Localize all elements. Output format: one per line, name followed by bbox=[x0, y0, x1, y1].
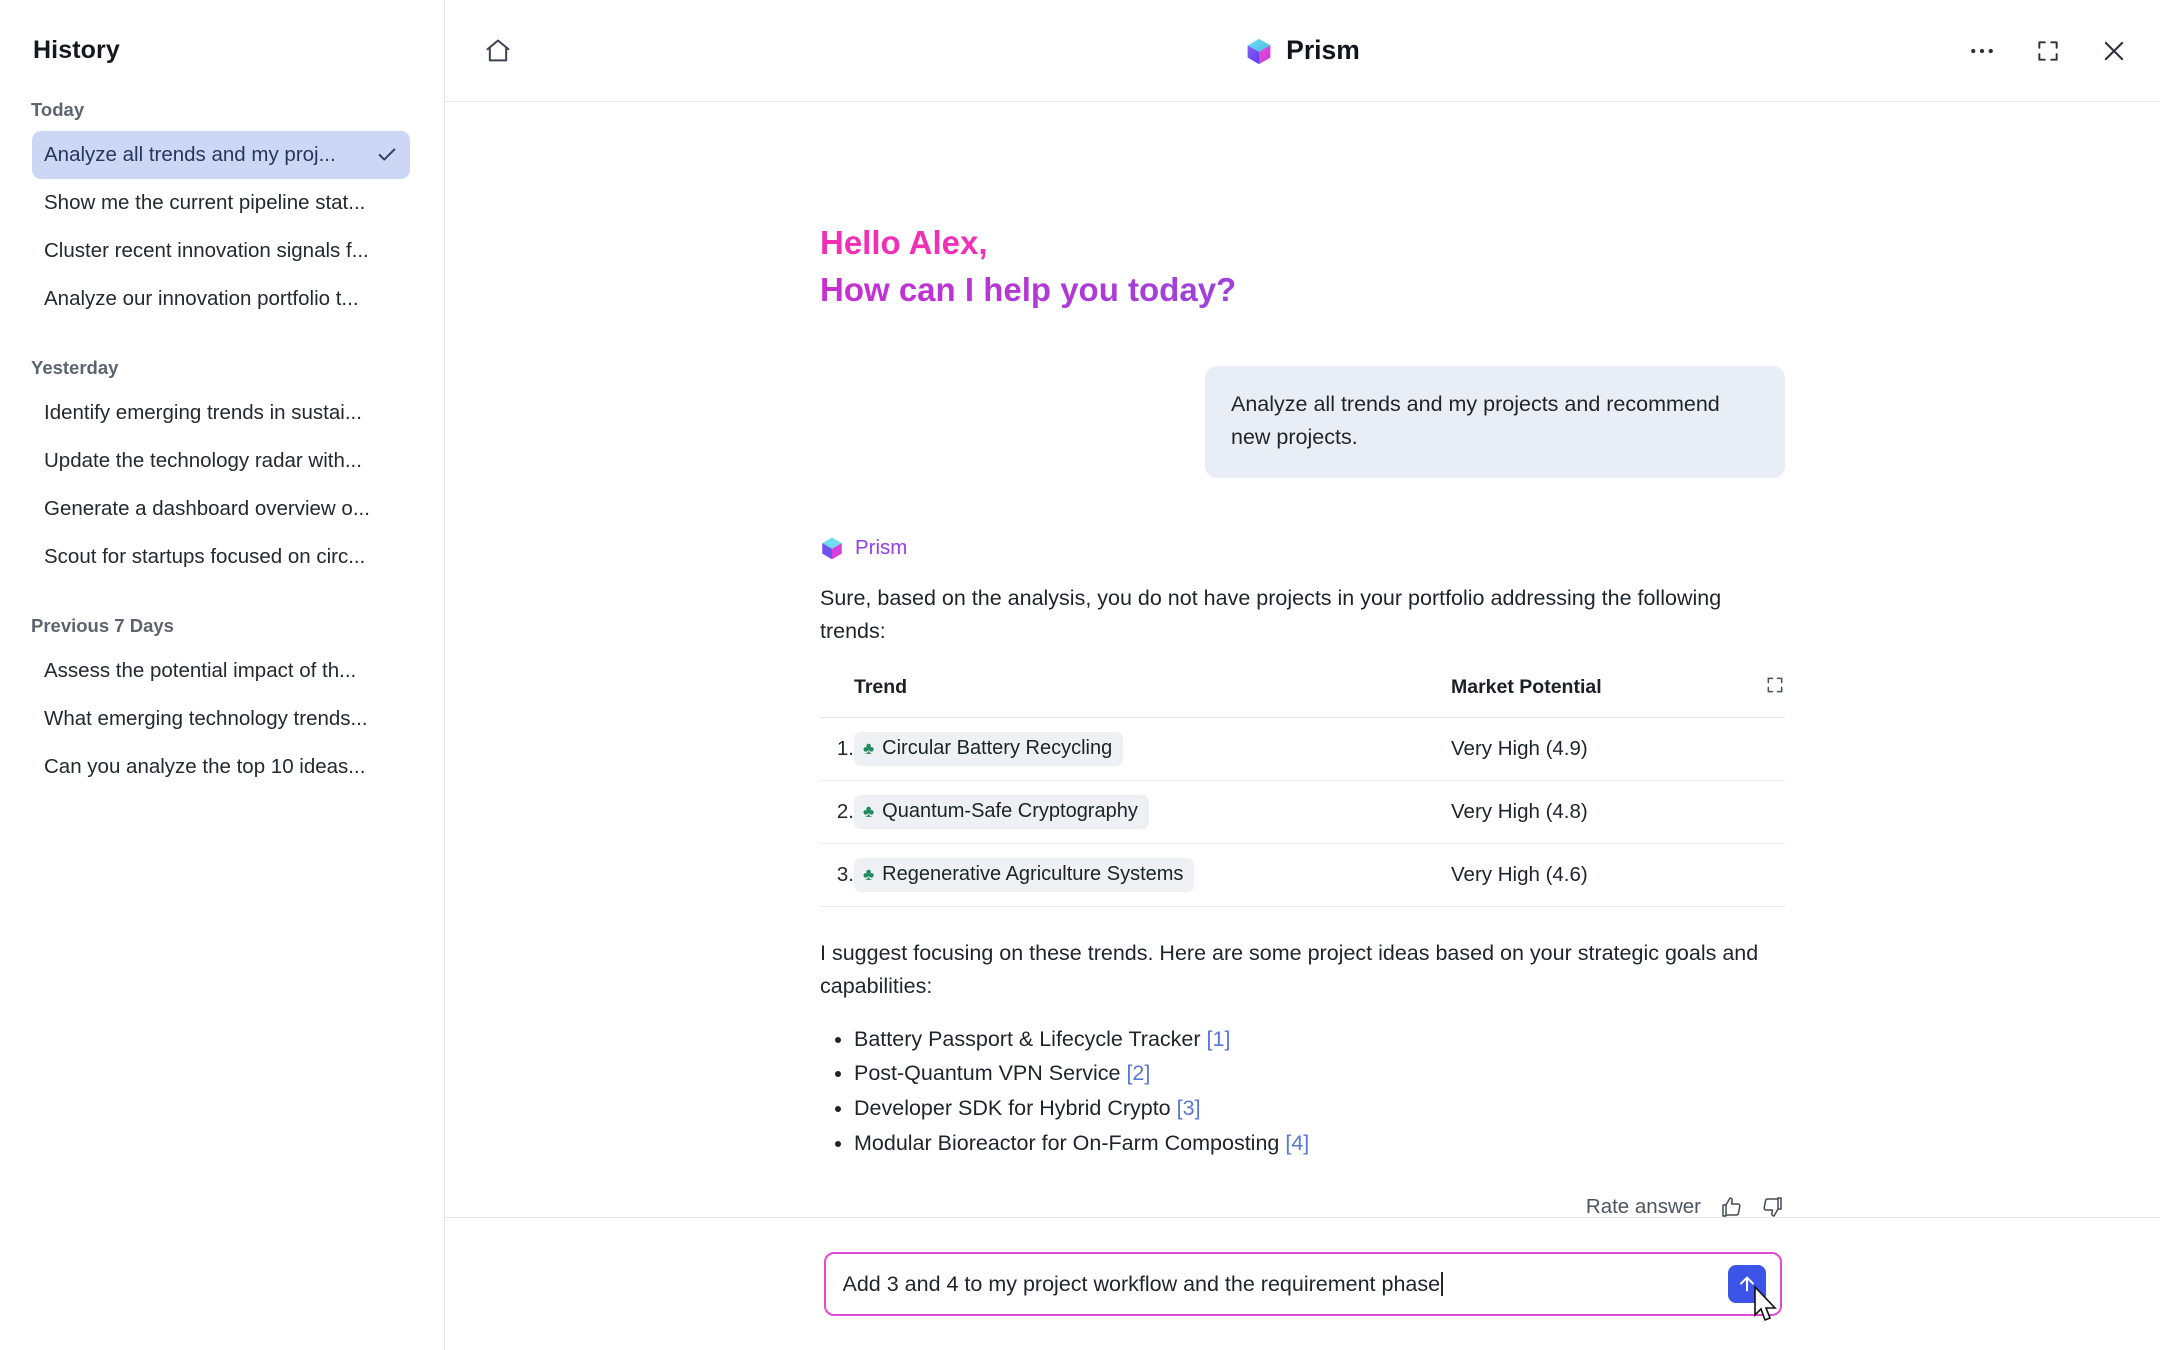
greeting-line-2: How can I help you today? bbox=[820, 267, 1785, 314]
sidebar-item-history-3[interactable] bbox=[32, 275, 410, 323]
list-item bbox=[854, 1056, 1785, 1091]
row-index: 1. bbox=[820, 717, 854, 780]
history-group-label-yesterday: Yesterday bbox=[31, 357, 119, 378]
row-spacer bbox=[1741, 843, 1785, 906]
row-index: 2. bbox=[820, 780, 854, 843]
tree-icon: ♣ bbox=[863, 801, 875, 821]
chat-panel bbox=[444, 0, 2160, 1350]
rate-answer-row bbox=[820, 1195, 1785, 1217]
row-market-potential: Very High (4.6) bbox=[1451, 843, 1741, 906]
history-item-label: Show me the current pipeline stat... bbox=[44, 191, 366, 214]
table-header-index bbox=[820, 675, 854, 718]
history-item-label: Can you analyze the top 10 ideas... bbox=[44, 755, 366, 778]
list-item bbox=[854, 1091, 1785, 1126]
table-row[interactable] bbox=[820, 717, 1785, 780]
trends-table bbox=[820, 675, 1785, 907]
sidebar-item-history-6[interactable] bbox=[32, 485, 410, 533]
row-index: 3. bbox=[820, 843, 854, 906]
row-trend bbox=[854, 717, 1451, 780]
idea-label: Modular Bioreactor for On-Farm Composting bbox=[854, 1131, 1280, 1156]
trend-label: Quantum-Safe Cryptography bbox=[882, 799, 1138, 822]
fullscreen-icon[interactable] bbox=[2030, 33, 2066, 69]
brand-title bbox=[445, 35, 2160, 66]
trend-chip[interactable] bbox=[854, 858, 1194, 892]
sidebar-item-history-0[interactable] bbox=[32, 131, 410, 179]
table-row[interactable] bbox=[820, 780, 1785, 843]
history-sidebar bbox=[0, 0, 444, 1350]
prism-logo-icon bbox=[1245, 37, 1273, 65]
assistant-intro-text: Sure, based on the analysis, you do not have projects in your portfolio addressing the following trends: bbox=[820, 585, 1722, 644]
history-item-label: Update the technology radar with... bbox=[44, 449, 362, 472]
sidebar-item-history-9[interactable] bbox=[32, 695, 410, 743]
row-spacer bbox=[1741, 780, 1785, 843]
reference-link[interactable]: [4] bbox=[1285, 1131, 1310, 1156]
reference-link[interactable]: [2] bbox=[1126, 1061, 1151, 1086]
sidebar-item-history-4[interactable] bbox=[32, 389, 410, 437]
prism-logo-icon bbox=[820, 536, 844, 560]
list-item bbox=[854, 1022, 1785, 1057]
project-ideas-list bbox=[820, 1022, 1785, 1161]
topbar-actions bbox=[1964, 33, 2132, 69]
idea-label: Battery Passport & Lifecycle Tracker bbox=[854, 1026, 1201, 1051]
brand-name: Prism bbox=[1286, 35, 1360, 65]
chat-topbar bbox=[445, 0, 2160, 102]
page-title: History bbox=[33, 36, 120, 64]
check-icon bbox=[376, 144, 398, 166]
sidebar-item-history-10[interactable] bbox=[32, 743, 410, 791]
history-item-label: Analyze our innovation portfolio t... bbox=[44, 287, 359, 310]
greeting bbox=[820, 220, 1785, 314]
assistant-header bbox=[820, 536, 1785, 560]
assistant-suggest-text: I suggest focusing on these trends. Here are some project ideas based on your strategic goals and capabilities: bbox=[820, 940, 1759, 999]
idea-label: Post-Quantum VPN Service bbox=[854, 1061, 1121, 1086]
history-group-label-previous-7-days: Previous 7 Days bbox=[31, 615, 174, 636]
trend-label: Circular Battery Recycling bbox=[882, 736, 1113, 759]
history-item-label: Assess the potential impact of th... bbox=[44, 659, 357, 682]
send-arrow-up-icon[interactable] bbox=[1728, 1265, 1766, 1303]
tree-icon: ♣ bbox=[863, 738, 875, 758]
user-message: Analyze all trends and my projects and recommend new projects. bbox=[1205, 366, 1785, 478]
row-market-potential: Very High (4.9) bbox=[1451, 717, 1741, 780]
home-icon[interactable] bbox=[475, 28, 521, 74]
reference-link[interactable]: [3] bbox=[1176, 1096, 1201, 1121]
thumbs-up-icon[interactable] bbox=[1719, 1195, 1743, 1217]
row-trend bbox=[854, 843, 1451, 906]
table-header-trend: Trend bbox=[854, 675, 1451, 718]
composer-area bbox=[445, 1217, 2160, 1350]
history-item-label: Analyze all trends and my proj... bbox=[44, 143, 336, 166]
more-options-icon[interactable] bbox=[1964, 33, 2000, 69]
close-icon[interactable] bbox=[2096, 33, 2132, 69]
sidebar-item-history-7[interactable] bbox=[32, 533, 410, 581]
trend-chip[interactable] bbox=[854, 732, 1123, 766]
table-header-row bbox=[820, 675, 1785, 718]
history-item-label: Scout for startups focused on circ... bbox=[44, 545, 366, 568]
history-item-label: Generate a dashboard overview o... bbox=[44, 497, 370, 520]
sidebar-item-history-1[interactable] bbox=[32, 179, 410, 227]
idea-label: Developer SDK for Hybrid Crypto bbox=[854, 1096, 1171, 1121]
row-market-potential: Very High (4.8) bbox=[1451, 780, 1741, 843]
chat-input[interactable] bbox=[824, 1252, 1782, 1316]
trend-label: Regenerative Agriculture Systems bbox=[882, 862, 1184, 885]
row-trend bbox=[854, 780, 1451, 843]
assistant-name: Prism bbox=[855, 535, 908, 559]
history-group-label-today: Today bbox=[31, 99, 85, 120]
chat-input-value: Add 3 and 4 to my project workflow and the requirement phase bbox=[842, 1271, 1441, 1296]
history-item-label: What emerging technology trends... bbox=[44, 707, 368, 730]
thumbs-down-icon[interactable] bbox=[1761, 1195, 1785, 1217]
trend-chip[interactable] bbox=[854, 795, 1149, 829]
sidebar-item-history-5[interactable] bbox=[32, 437, 410, 485]
conversation bbox=[820, 102, 1785, 1217]
conversation-scroll[interactable] bbox=[445, 102, 2160, 1217]
user-message-row bbox=[820, 366, 1785, 478]
reference-link[interactable]: [1] bbox=[1206, 1026, 1231, 1051]
greeting-line-1: Hello Alex, bbox=[820, 220, 1785, 267]
table-header-market-potential: Market Potential bbox=[1451, 675, 1741, 718]
table-row[interactable] bbox=[820, 843, 1785, 906]
sidebar-item-history-8[interactable] bbox=[32, 647, 410, 695]
text-caret bbox=[1441, 1272, 1443, 1296]
row-spacer bbox=[1741, 717, 1785, 780]
sidebar-item-history-2[interactable] bbox=[32, 227, 410, 275]
list-item bbox=[854, 1126, 1785, 1161]
rate-answer-label: Rate answer bbox=[1585, 1194, 1701, 1217]
history-item-label: Identify emerging trends in sustai... bbox=[44, 401, 362, 424]
history-item-label: Cluster recent innovation signals f... bbox=[44, 239, 369, 262]
tree-icon: ♣ bbox=[863, 864, 875, 884]
expand-table-icon[interactable] bbox=[1741, 675, 1785, 718]
